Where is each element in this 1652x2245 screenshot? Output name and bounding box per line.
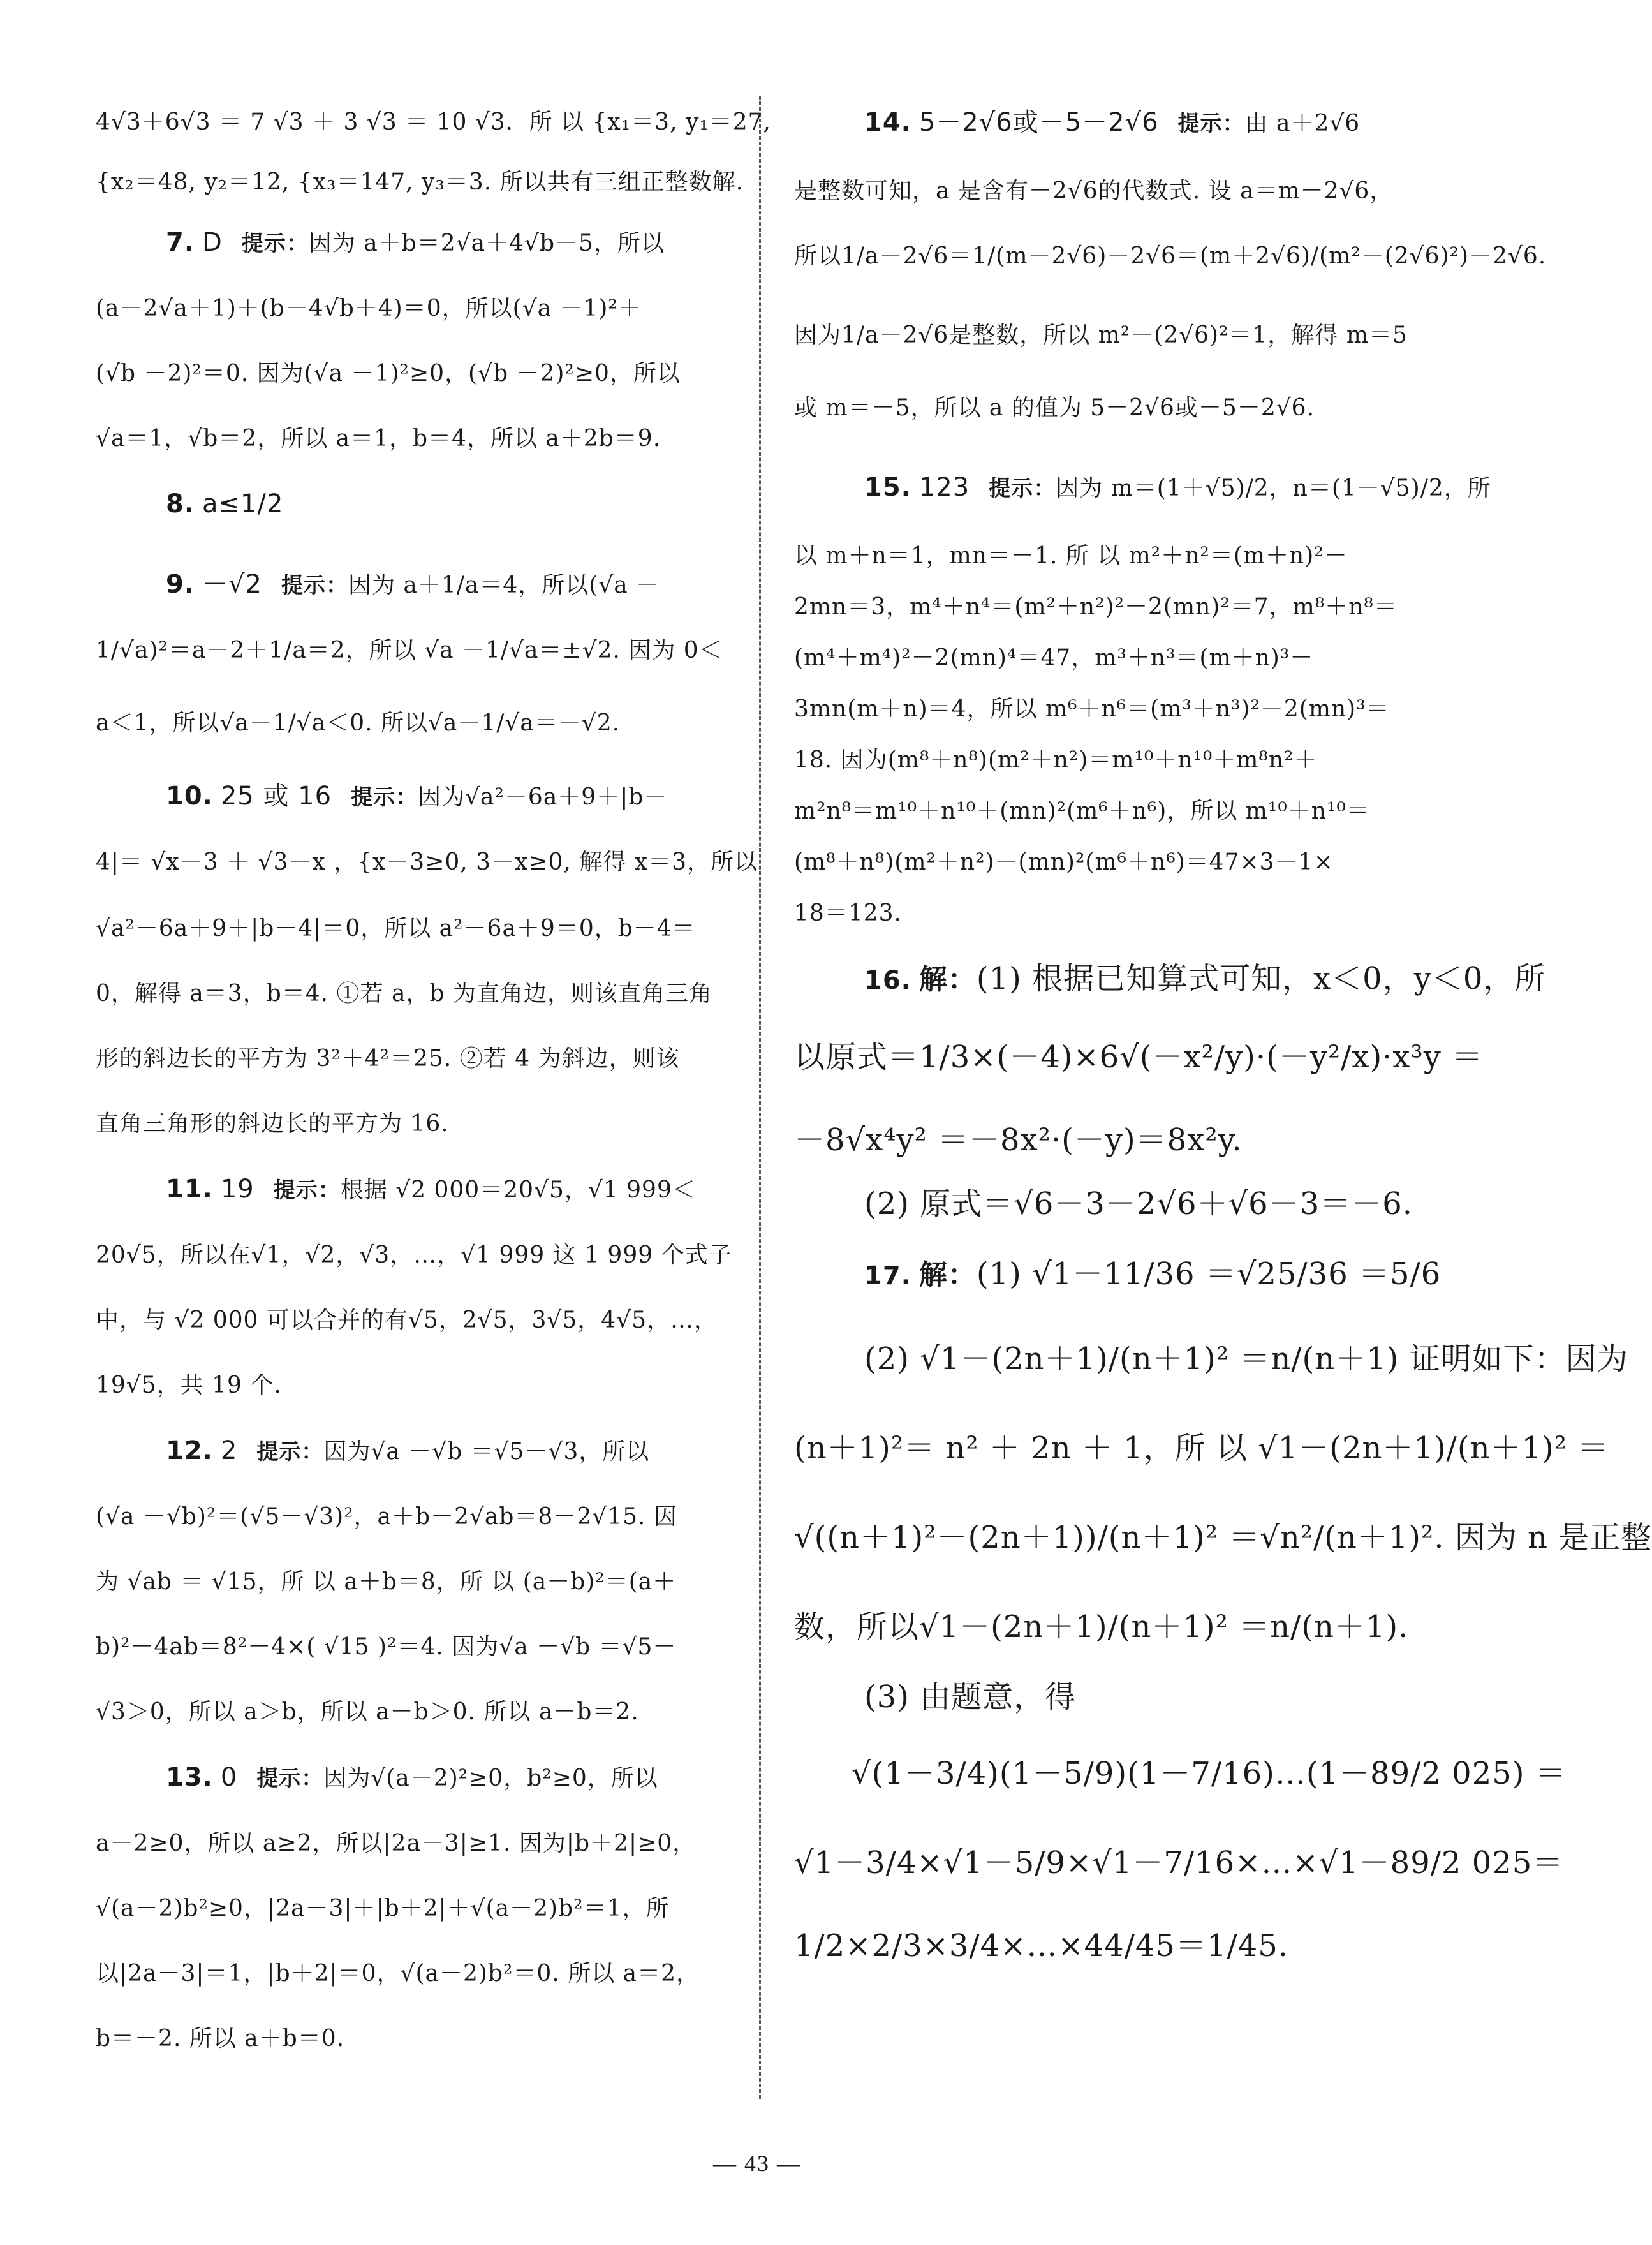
question-number: 10. [166,782,213,811]
question-number: 15. [864,473,911,502]
text-line: 直角三角形的斜边长的平方为 16. [96,1111,449,1137]
solution-text: (1) 根据已知算式可知，x＜0，y＜0，所 [976,961,1546,997]
text-line: a＜1，所以√a－1/√a＜0. 所以√a－1/√a＝－√2. [96,710,621,736]
hint-text: 因为 a＋b＝2√a＋4√b－5，所以 [308,230,665,256]
left-column [96,108,771,2090]
text-line: 因为1/a－2√6是整数，所以 m²－(2√6)²＝1，解得 m＝5 [794,322,1408,348]
question-number: 7. [166,228,195,257]
answer: 19 [220,1174,254,1204]
hint-label: 提示： [273,1178,341,1203]
text-line: 以 m＋n＝1，mn＝－1. 所 以 m²＋n²＝(m＋n)²－ [794,543,1348,569]
text-line: (n＋1)²＝ n² ＋ 2n ＋ 1，所 以 √1－(2n＋1)/(n＋1)² ＝ [794,1430,1609,1466]
text-line: 4|＝ √x－3 ＋ √3－x ，{x－3≥0, 3－x≥0, 解得 x＝3，所以 [96,849,758,875]
question-number: 14. [864,108,911,137]
text-line: 18. 因为(m⁸＋n⁸)(m²＋n²)＝m¹⁰＋n¹⁰＋m⁸n²＋ [794,747,1318,773]
text-line: 以原式＝1/3×(－4)×6√(－x²/y)·(－y²/x)·x³y ＝ [794,1039,1484,1075]
solution-label: 解： [918,963,977,996]
right-column [794,108,1652,1965]
hint-text: 因为 a＋1/a＝4，所以(√a － [348,572,660,598]
question-number: 11. [166,1174,213,1204]
text-line: b)²－4ab＝8²－4×( √15 )²＝4. 因为√a －√b ＝√5－ [96,1634,677,1660]
question-17 [794,1255,1442,1295]
answer: 5－2√6或－5－2√6 [918,108,1159,137]
question-13 [96,1763,727,1793]
text-line: a－2≥0，所以 a≥2，所以|2a－3|≥1. 因为|b＋2|≥0， [96,1830,697,1856]
text-line: √a²－6a＋9＋|b－4|＝0，所以 a²－6a＋9＝0，b－4＝ [96,915,696,942]
text-line: 为 √ab ＝ √15，所 以 a＋b＝8，所 以 (a－b)²＝(a＋ [96,1569,677,1595]
text-line: 或 m＝－5，所以 a 的值为 5－2√6或－5－2√6. [794,395,1315,421]
question-number: 9. [166,570,195,599]
text-line: (m⁴＋m⁴)²－2(mn)⁴＝47，m³＋n³＝(m＋n)³－ [794,645,1314,671]
text-line: 3mn(m＋n)＝4，所以 m⁶＋n⁶＝(m³＋n³)²－2(mn)³＝ [794,696,1390,722]
text-line: 18＝123. [794,900,902,926]
hint-label: 提示： [351,785,418,810]
text-line: {x₂＝48, y₂＝12, {x₃＝147, y₃＝3. 所以共有三组正整数解. [96,169,744,195]
question-10 [96,782,727,811]
text-line: m²n⁸＝m¹⁰＋n¹⁰＋(mn)²(m⁶＋n⁶)，所以 m¹⁰＋n¹⁰＝ [794,798,1370,824]
question-9 [96,570,727,600]
text-line: 19√5，共 19 个. [96,1372,282,1398]
hint-label: 提示： [241,231,309,256]
text-line: 是整数可知，a 是含有－2√6的代数式. 设 a＝m－2√6， [794,178,1394,204]
text-line: 20√5，所以在√1，√2，√3，…，√1 999 这 1 999 个式子 [96,1242,732,1268]
text-line: √3＞0，所以 a＞b，所以 a－b＞0. 所以 a－b＝2. [96,1699,639,1725]
text-line: 2mn＝3，m⁴＋n⁴＝(m²＋n²)²－2(mn)²＝7，m⁸＋n⁸＝ [794,594,1398,620]
question-14 [794,108,1426,138]
hint-label: 提示： [1177,111,1245,137]
hint-label: 提示： [256,1439,324,1465]
solution-label: 解： [918,1259,977,1291]
question-11 [96,1175,727,1204]
hint-text: 因为√a²－6a＋9＋|b－ [418,784,668,810]
hint-text: 因为 m＝(1＋√5)/2，n＝(1－√5)/2，所 [1056,475,1491,501]
question-number: 16. [864,966,911,995]
question-7 [96,228,727,258]
hint-label: 提示： [281,573,348,598]
hint-label: 提示： [989,476,1056,501]
text-line: (2) 原式＝√6－3－2√6＋√6－3＝－6. [864,1186,1413,1222]
text-line: (2) √1－(2n＋1)/(n＋1)² ＝n/(n＋1) 证明如下：因为 [864,1341,1628,1377]
question-8 [96,490,727,519]
text-line: 1/2×2/3×3/4×…×44/45＝1/45. [794,1928,1289,1964]
question-15 [794,473,1491,503]
hint-text: 根据 √2 000＝20√5，√1 999＜ [340,1177,696,1203]
column-divider [759,96,761,2099]
answer: 0 [220,1763,238,1792]
question-number: 12. [166,1436,213,1465]
text-line: b＝－2. 所以 a＋b＝0. [96,2026,345,2052]
answer: 25 或 16 [220,782,332,811]
text-line: (m⁸＋n⁸)(m²＋n²)－(mn)²(m⁶＋n⁶)＝47×3－1× [794,849,1334,875]
text-line: √a＝1，√b＝2，所以 a＝1，b＝4，所以 a＋2b＝9. [96,426,661,452]
text-line: (a－2√a＋1)＋(b－4√b＋4)＝0，所以(√a －1)²＋ [96,295,642,322]
text-line: 中，与 √2 000 可以合并的有√5，2√5，3√5，4√5，…， [96,1307,718,1333]
question-number: 8. [166,489,195,519]
text-line: √(a－2)b²≥0，|2a－3|＋|b＋2|＋√(a－2)b²＝1，所 [96,1895,670,1922]
text-line: 4√3＋6√3 ＝ 7 √3 ＋ 3 √3 ＝ 10 √3．所 以 {x₁＝3, y₁＝27, [96,109,771,135]
question-12 [96,1437,727,1466]
hint-text: 由 a＋2√6 [1244,110,1361,137]
text-line: (3) 由题意，得 [864,1679,1077,1715]
hint-text: 因为√(a－2)²≥0，b²≥0，所以 [323,1765,658,1791]
answer: 2 [220,1436,238,1465]
text-line: √1－3/4×√1－5/9×√1－7/16×…×√1－89/2 025＝ [794,1845,1564,1881]
text-line: 1/√a)²＝a－2＋1/a＝2，所以 √a －1/√a＝±√2. 因为 0＜ [96,637,723,663]
answer: D [202,228,223,257]
text-line: 所以1/a－2√6＝1/(m－2√6)－2√6＝(m＋2√6)/(m²－(2√6)²)－2√6. [794,243,1547,269]
text-line: 0，解得 a＝3，b＝4. ①若 a，b 为直角边，则该直角三角 [96,981,712,1007]
page-number: — 43 — [713,2151,801,2176]
answer: －√2 [202,570,262,599]
question-16 [794,959,1546,1000]
hint-text: 因为√a －√b ＝√5－√3，所以 [323,1439,650,1465]
text-line: √((n＋1)²－(2n＋1))/(n＋1)² ＝√n²/(n＋1)². 因为 n 是正整 [794,1520,1652,1555]
solution-text: (1) √1－11/36 ＝√25/36 ＝5/6 [976,1256,1442,1292]
text-line: 形的斜边长的平方为 3²＋4²＝25. ②若 4 为斜边，则该 [96,1046,680,1072]
question-number: 17. [864,1261,911,1291]
text-line: 数，所以√1－(2n＋1)/(n＋1)² ＝n/(n＋1). [794,1609,1409,1645]
hint-label: 提示： [256,1766,324,1791]
answer: a≤1/2 [202,489,284,519]
text-line: (√b －2)²＝0. 因为(√a －1)²≥0，(√b －2)²≥0，所以 [96,360,681,387]
answer: 123 [918,473,970,502]
text-line: √(1－3/4)(1－5/9)(1－7/16)…(1－89/2 025) ＝ [852,1756,1567,1791]
question-number: 13. [166,1763,213,1792]
text-line: －8√x⁴y² ＝－8x²·(－y)＝8x²y. [794,1122,1243,1158]
text-line: (√a －√b)²＝(√5－√3)²，a＋b－2√ab＝8－2√15. 因 [96,1504,677,1530]
text-line: 以|2a－3|＝1，|b＋2|＝0，√(a－2)b²＝0. 所以 a＝2， [96,1960,700,1987]
